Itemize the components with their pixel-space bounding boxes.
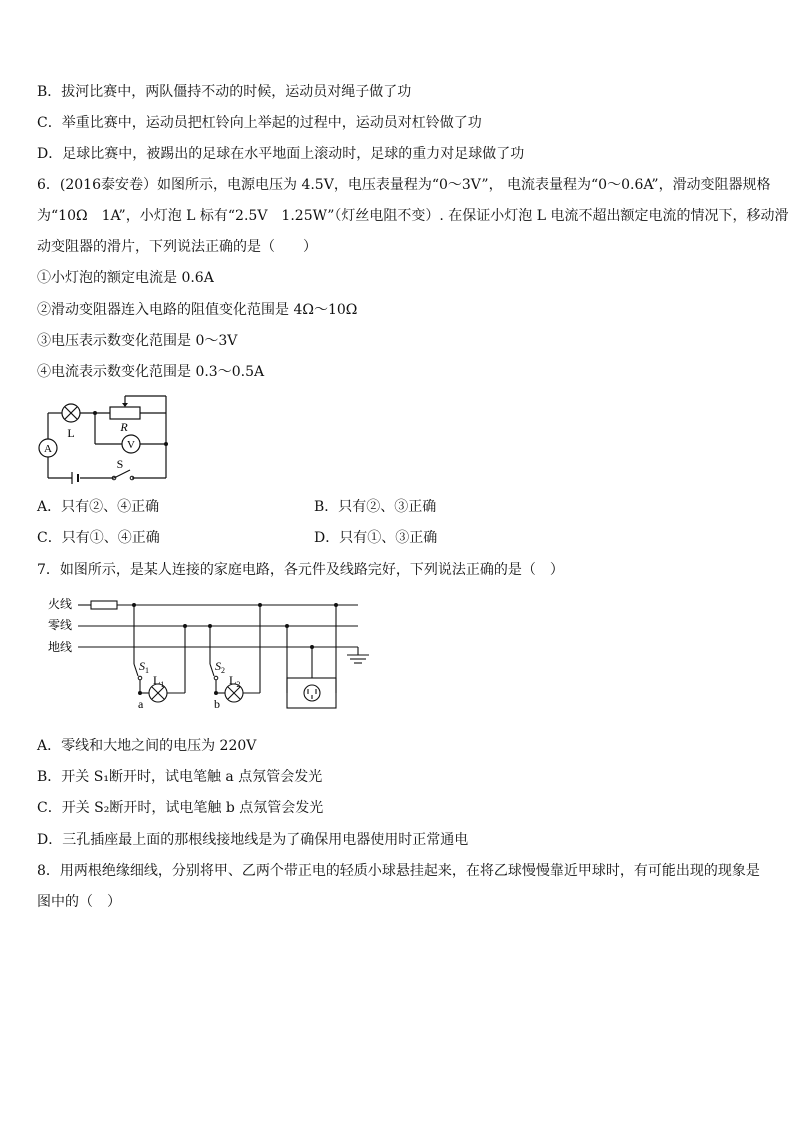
- voltmeter-label: V: [127, 439, 135, 451]
- q6-circuit-diagram: [36, 392, 176, 488]
- q7-stem: 7．如图所示，是某人连接的家庭电路，各元件及线路完好，下列说法正确的是（ ）: [37, 562, 564, 578]
- lamp-l1-label: L: [153, 673, 161, 687]
- svg-text:L1: [153, 673, 164, 689]
- q6-statement-1: ①小灯泡的额定电流是 0.6A: [37, 270, 214, 286]
- q6-statement-4: ④电流表示数变化范围是 0.3～0.5A: [37, 364, 265, 380]
- q7-option-a: A．零线和大地之间的电压为 220V: [37, 738, 257, 754]
- neutral-wire-label: 零线: [48, 618, 73, 632]
- point-b-label: b: [214, 697, 220, 711]
- svg-text:S1: [139, 659, 149, 675]
- q7-option-b: B．开关 S₁断开时，试电笔触 a 点氖管会发光: [37, 769, 323, 785]
- q7-option-d: D．三孔插座最上面的那根线接地线是为了确保用电器使用时正常通电: [37, 832, 469, 848]
- q6-stem-line2: 为“10Ω 1A”，小灯泡 L 标有“2.5V 1.25W”（灯丝电阻不变）. 在保证小灯泡 L 电流不超出额定电流的情况下，移动滑: [37, 208, 789, 224]
- q7-household-circuit-diagram: [44, 594, 374, 716]
- switch-s1-subscript: 1: [145, 666, 149, 675]
- q6-option-c: C．只有①、④正确: [37, 530, 160, 546]
- q5-option-d: D．足球比赛中，被踢出的足球在水平地面上滚动时，足球的重力对足球做了功: [37, 146, 525, 162]
- q6-statement-3: ③电压表示数变化范围是 0～3V: [37, 333, 238, 349]
- q5-option-b: B．拔河比赛中，两队僵持不动的时候，运动员对绳子做了功: [37, 84, 412, 100]
- q8-stem-line2: 图中的（ ）: [37, 894, 121, 910]
- lamp-l2-label: L: [229, 673, 237, 687]
- q6-statement-2: ②滑动变阻器连入电路的阻值变化范围是 4Ω～10Ω: [37, 302, 358, 318]
- lamp-l1-subscript: 1: [160, 680, 165, 689]
- lamp-label: L: [67, 426, 75, 440]
- q6-stem-line1: 6．(2016泰安卷）如图所示，电源电压为 4.5V，电压表量程为“0～3V”， 电流表量程为“0～0.6A”，滑动变阻器规格: [37, 177, 771, 193]
- switch-s2-label: S: [215, 659, 221, 673]
- switch-s1-label: S: [139, 659, 145, 673]
- q7-option-c: C．开关 S₂断开时，试电笔触 b 点氖管会发光: [37, 800, 324, 816]
- earth-wire-label: 地线: [48, 640, 73, 654]
- q6-option-a: A．只有②、④正确: [37, 499, 160, 515]
- live-wire-label: 火线: [48, 597, 73, 611]
- fuse-symbol: [91, 601, 117, 609]
- q6-stem-line3: 动变阻器的滑片，下列说法正确的是（ ）: [37, 239, 317, 255]
- q6-option-b: B．只有②、③正确: [314, 499, 437, 515]
- socket-frame: [287, 678, 336, 708]
- socket-symbol: [304, 685, 320, 701]
- switch-label: S: [116, 457, 124, 471]
- q6-option-d: D．只有①、③正确: [314, 530, 438, 546]
- switch-s2-subscript: 2: [221, 666, 225, 675]
- lamp-l2-subscript: 2: [236, 680, 241, 689]
- svg-text:L2: [229, 673, 240, 689]
- ammeter-label: A: [44, 443, 52, 455]
- rheostat-symbol: [110, 407, 140, 419]
- point-a-label: a: [138, 697, 144, 711]
- svg-text:S2: [215, 659, 225, 675]
- lamp-symbol: [62, 404, 80, 422]
- rheostat-label: R: [120, 420, 128, 434]
- q5-option-c: C．举重比赛中，运动员把杠铃向上举起的过程中，运动员对杠铃做了功: [37, 115, 482, 131]
- q8-stem-line1: 8．用两根绝缘细线，分别将甲、乙两个带正电的轻质小球悬挂起来，在将乙球慢慢靠近甲球时，有可能出现的现象是: [37, 863, 760, 879]
